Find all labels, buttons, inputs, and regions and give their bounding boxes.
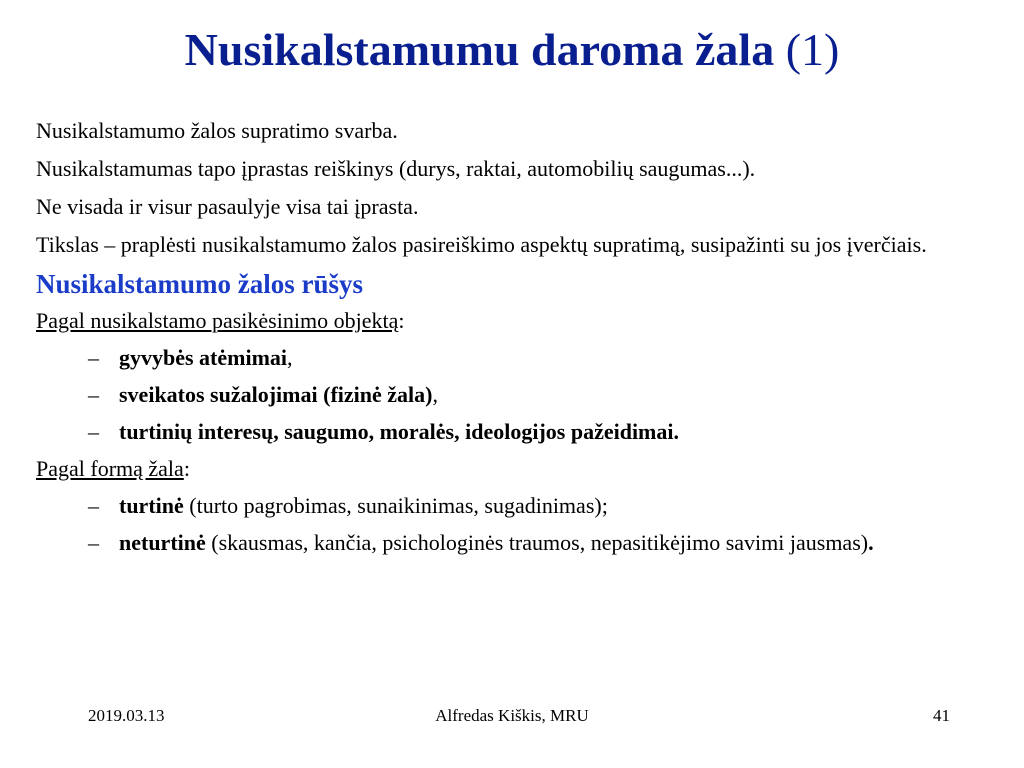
dash-bullet: –	[88, 419, 99, 444]
list-item-rest: ,	[287, 345, 293, 370]
slide-content	[36, 118, 996, 567]
dash-bullet: –	[88, 345, 99, 370]
section2-label-colon: :	[183, 456, 190, 481]
list-item-bold: turtinių interesų, saugumo, moralės, ideologijos pažeidimai.	[119, 419, 679, 444]
list-item	[36, 493, 996, 519]
list-item-rest: ,	[432, 382, 438, 407]
list-item-bold: gyvybės atėmimai	[119, 345, 288, 370]
paragraph-1: Nusikalstamumo žalos supratimo svarba.	[36, 118, 398, 143]
list-item	[36, 345, 996, 371]
section1-label-colon: :	[398, 308, 405, 333]
slide-title	[0, 22, 1024, 78]
section2-label-text: Pagal formą žala	[36, 456, 184, 481]
list-item-bold: sveikatos sužalojimai (fizinė žala)	[119, 382, 433, 407]
section1-label-text: Pagal nusikalstamo pasikėsinimo objektą	[36, 308, 399, 333]
list-item-bold: neturtinė	[119, 530, 206, 555]
slide-title-text: Nusikalstamumu daroma žala	[184, 24, 775, 75]
list-item-rest: (skausmas, kančia, psichologinės traumos, nepasitikėjimo savimi jausmas)	[205, 530, 869, 555]
list-item-end: .	[868, 530, 874, 555]
paragraph-4: Tikslas – praplėsti nusikalstamumo žalos pasireiškimo aspektų supratimą, susipažinti su jos įverčiais.	[36, 232, 927, 257]
list-item	[36, 530, 996, 556]
footer-page-number: 41	[933, 706, 950, 725]
list-item-rest: (turto pagrobimas, sunaikinimas, sugadinimas);	[183, 493, 608, 518]
section-heading: Nusikalstamumo žalos rūšys	[36, 269, 364, 299]
paragraph-3: Ne visada ir visur pasaulyje visa tai įprasta.	[36, 194, 419, 219]
footer-date: 2019.03.13	[88, 706, 165, 725]
section2-label	[36, 456, 996, 482]
dash-bullet: –	[88, 493, 99, 518]
slide-title-number: (1)	[785, 24, 840, 75]
section1-label	[36, 308, 996, 334]
list-item	[36, 419, 996, 445]
list-item	[36, 382, 996, 408]
list-item-bold: turtinė	[119, 493, 184, 518]
paragraph-2: Nusikalstamumas tapo įprastas reiškinys (durys, raktai, automobilių saugumas...).	[36, 156, 756, 181]
dash-bullet: –	[88, 382, 99, 407]
footer-author: Alfredas Kiškis, MRU	[435, 706, 589, 725]
dash-bullet: –	[88, 530, 99, 555]
